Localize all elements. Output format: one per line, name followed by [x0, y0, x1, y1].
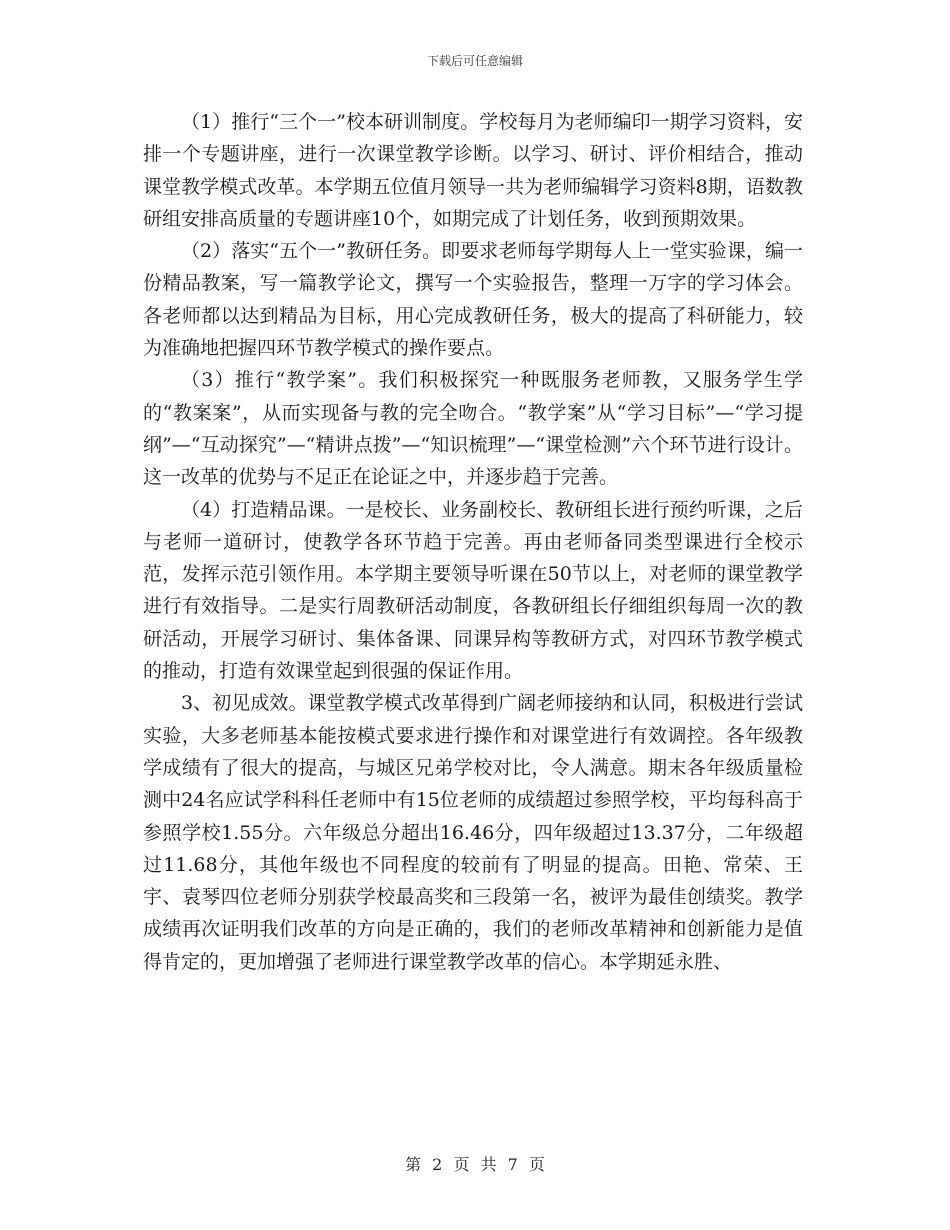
- paragraph-research-system: （1）推行“三个一”校本研训制度。学校每月为老师编印一期学习资料，安排一个专题讲座，进行一次课堂教学诊断。以学习、研讨、评价相结合，推动课堂教学模式改革。本学期五位值月领导一共为老师编辑学习资料8期，语数教研组安排高质量的专题讲座10个，如期完成了计划任务，收到预期效果。: [143, 111, 803, 230]
- page-footer: 第 2 页 共 7 页: [405, 1155, 545, 1174]
- document-body: [143, 106, 803, 978]
- page-header: 下载后可任意编辑: [426, 54, 523, 68]
- paragraph-research-tasks: （2）落实“五个一”教研任务。即要求老师每学期每人上一堂实验课，编一份精品教案，写一篇教学论文，撰写一个实验报告，整理一万字的学习体会。各老师都以达到精品为目标，用心完成教研任务，极大的提高了科研能力，较为准确地把握四环节教学模式的操作要点。: [143, 240, 803, 360]
- paragraph-initial-results: 3、初见成效。课堂教学模式改革得到广阔老师接纳和认同，积极进行尝试实验，大多老师基本能按模式要求进行操作和对课堂进行有效调控。各年级教学成绩有了很大的提高，与城区兄弟学校对比，令人满意。期末各年级质量检测中24名应试学科科任老师中有15位老师的成绩超过参照学校，平均每科高于参照学校1.55分。六年级总分超出16.46分，四年级超过13.37分，二年级超过11.68分，其他年级也不同程度的较前有了明显的提高。田艳、常荣、王宇、袁琴四位老师分别获学校最高奖和三段第一名，被评为最佳创绩奖。教学成绩再次证明我们改革的方向是正确的，我们的老师改革精神和创新能力是值得肯定的，更加增强了老师进行课堂教学改革的信心。本学期延永胜、: [143, 692, 803, 973]
- paragraph-teaching-plan: （3）推行“教学案”。我们积极探究一种既服务老师教，又服务学生学的“教案案”，从而实现备与教的完全吻合。“教学案”从“学习目标”—“学习提纲”—“互动探究”—“精讲点拨”—“知识梳理”—“课堂检测”六个环节进行设计。这一改革的优势与不足正在论证之中，并逐步趋于完善。: [143, 369, 803, 489]
- paragraph-quality-lessons: （4）打造精品课。一是校长、业务副校长、教研组长进行预约听课，之后与老师一道研讨，使教学各环节趋于完善。再由老师备同类型课进行全校示范，发挥示范引领作用。本学期主要领导听课在50节以上，对老师的课堂教学进行有效指导。二是实行周教研活动制度，各教研组长仔细组织每周一次的教研活动，开展学习研讨、集体备课、同课异构等教研方式，对四环节教学模式的推动，打造有效课堂起到很强的保证作用。: [143, 498, 803, 683]
